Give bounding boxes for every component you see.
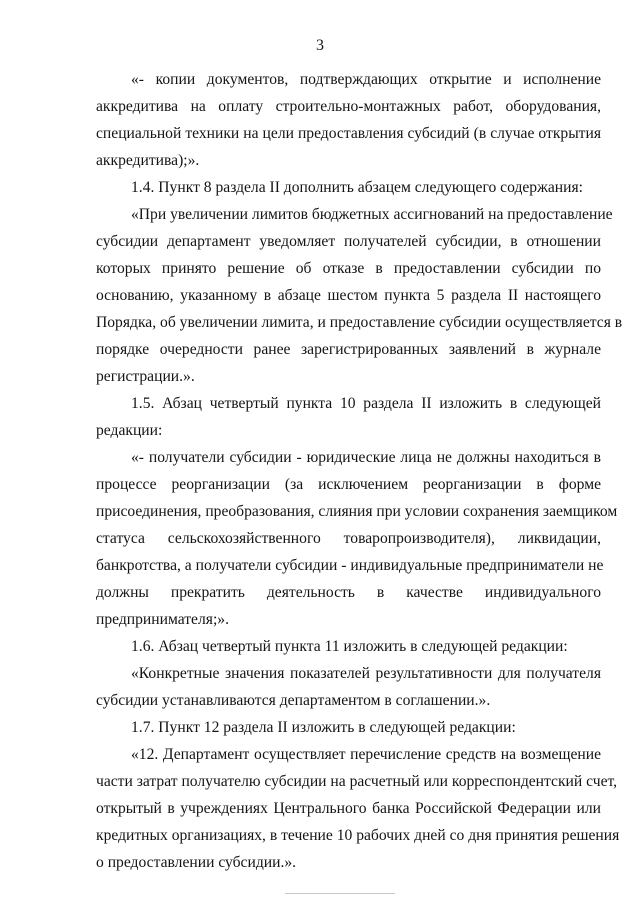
text-line: редакции: bbox=[96, 422, 163, 439]
text-line: основанию, указанному в абзаце шестом пункта 5 раздела II настоящего bbox=[96, 287, 601, 304]
text-line: 1.5. Абзац четвертый пункта 10 раздела II изложить в следующей bbox=[131, 395, 601, 412]
text-line: банкротства, а получатели субсидии - индивидуальные предприниматели не bbox=[96, 557, 604, 574]
text-line: субсидии устанавливаются департаментом в соглашении.». bbox=[96, 692, 491, 709]
text-line: 1.7. Пункт 12 раздела II изложить в следующей редакции: bbox=[131, 719, 516, 736]
text-line: «- получатели субсидии - юридические лица не должны находиться в bbox=[131, 449, 601, 466]
text-line: Порядка, об увеличении лимита, и предоставление субсидии осуществляется в bbox=[96, 314, 623, 331]
text-line: кредитных организациях, в течение 10 рабочих дней со дня принятия решения bbox=[96, 827, 620, 844]
page-number: 3 bbox=[316, 37, 324, 54]
text-line: предпринимателя;». bbox=[96, 611, 229, 628]
text-line: порядке очередности ранее зарегистрированных заявлений в журнале bbox=[96, 341, 601, 358]
text-line: части затрат получателю субсидии на расчетный или корреспондентский счет, bbox=[96, 773, 618, 790]
text-line: 1.4. Пункт 8 раздела II дополнить абзацем следующего содержания: bbox=[131, 179, 583, 196]
text-line: специальной техники на цели предоставления субсидий (в случае открытия bbox=[96, 125, 601, 142]
text-line: должны прекратить деятельность в качестве индивидуального bbox=[96, 584, 601, 601]
text-line: процессе реорганизации (за исключением реорганизации в форме bbox=[96, 476, 601, 493]
text-line: «При увеличении лимитов бюджетных ассигнований на предоставление bbox=[131, 206, 613, 223]
text-line: о предоставлении субсидии.». bbox=[96, 854, 297, 871]
text-line: «12. Департамент осуществляет перечисление средств на возмещение bbox=[131, 746, 601, 763]
text-line: «Конкретные значения показателей результативности для получателя bbox=[131, 665, 601, 682]
text-line: которых принято решение об отказе в предоставлении субсидии по bbox=[96, 260, 601, 277]
text-line: присоединения, преобразования, слияния при условии сохранения заемщиком bbox=[96, 503, 618, 520]
text-line: открытый в учреждениях Центрального банка Российской Федерации или bbox=[96, 800, 601, 817]
text-line: регистрации.». bbox=[96, 368, 195, 385]
text-line: «- копии документов, подтверждающих открытие и исполнение bbox=[131, 71, 601, 88]
text-line: 1.6. Абзац четвертый пункта 11 изложить в следующей редакции: bbox=[131, 638, 568, 655]
text-line: статуса сельскохозяйственного товаропроизводителя), ликвидации, bbox=[96, 530, 601, 547]
text-line: аккредитива на оплату строительно-монтажных работ, оборудования, bbox=[96, 98, 601, 115]
text-line: аккредитива);». bbox=[96, 152, 200, 169]
text-line: субсидии департамент уведомляет получателей субсидии, в отношении bbox=[96, 233, 601, 250]
scan-artifact bbox=[285, 893, 395, 894]
